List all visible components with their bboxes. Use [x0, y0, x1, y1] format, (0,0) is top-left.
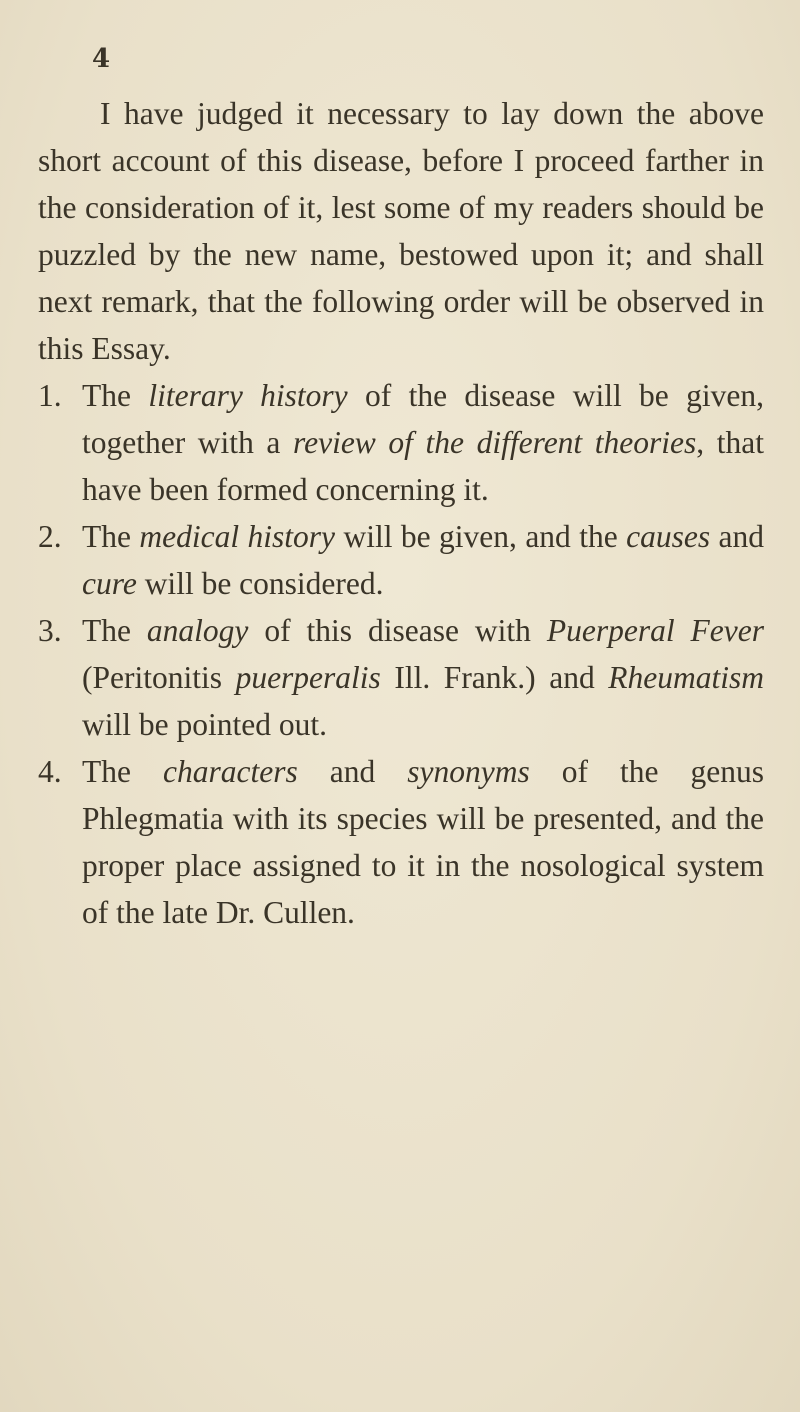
item-number: 3. [38, 613, 62, 648]
item-emphasis: literary history [148, 378, 348, 413]
item-emphasis: synonyms [407, 754, 530, 789]
list-item-4 [38, 748, 764, 936]
item-emphasis: puerperalis [235, 660, 381, 695]
page-number: 4 [92, 44, 111, 74]
item-emphasis: medical history [139, 519, 336, 554]
item-number: 4. [38, 754, 62, 789]
item-number: 2. [38, 519, 62, 554]
list-item-2 [38, 513, 764, 607]
item-text: and [710, 519, 765, 554]
item-text: of this disease with [248, 613, 547, 648]
item-text: of the genus Phlegmatia with its species will be presented, and the proper place assigned to it in the nosological system of the late Dr. Cullen. [82, 754, 764, 930]
item-emphasis: causes [626, 519, 711, 554]
item-emphasis: Rheumatism [608, 660, 764, 695]
item-text: will be pointed out. [82, 707, 327, 742]
item-emphasis: characters [163, 754, 298, 789]
item-text: Ill. Frank.) and [380, 660, 609, 695]
item-text: The [82, 754, 163, 789]
item-text: The [82, 613, 147, 648]
item-text: of the disease will be given, together with a [82, 378, 764, 460]
item-text: The [82, 378, 149, 413]
item-text: (Peritonitis [82, 660, 236, 695]
item-text: will be given, and the [335, 519, 627, 554]
item-text: and [297, 754, 408, 789]
item-text: , that have been formed concerning it. [82, 425, 764, 507]
item-emphasis: analogy [146, 613, 249, 648]
list-item-1 [38, 372, 764, 513]
page-body [38, 90, 764, 936]
item-emphasis: cure [82, 566, 137, 601]
item-number: 1. [38, 378, 62, 413]
intro-paragraph: I have judged it necessary to lay down the above short account of this disease, before I proceed farther in the consideration of it, lest some of my readers should be puzzled by the new name, bestowed upon it; and shall next remark, that the following order will be observed in this Essay. [38, 96, 764, 366]
item-emphasis: Puerperal Fever [546, 613, 764, 648]
item-text: will be considered. [136, 566, 384, 601]
item-text: The [82, 519, 140, 554]
list-item-3 [38, 607, 764, 748]
item-emphasis: review of the different theories [293, 425, 697, 460]
